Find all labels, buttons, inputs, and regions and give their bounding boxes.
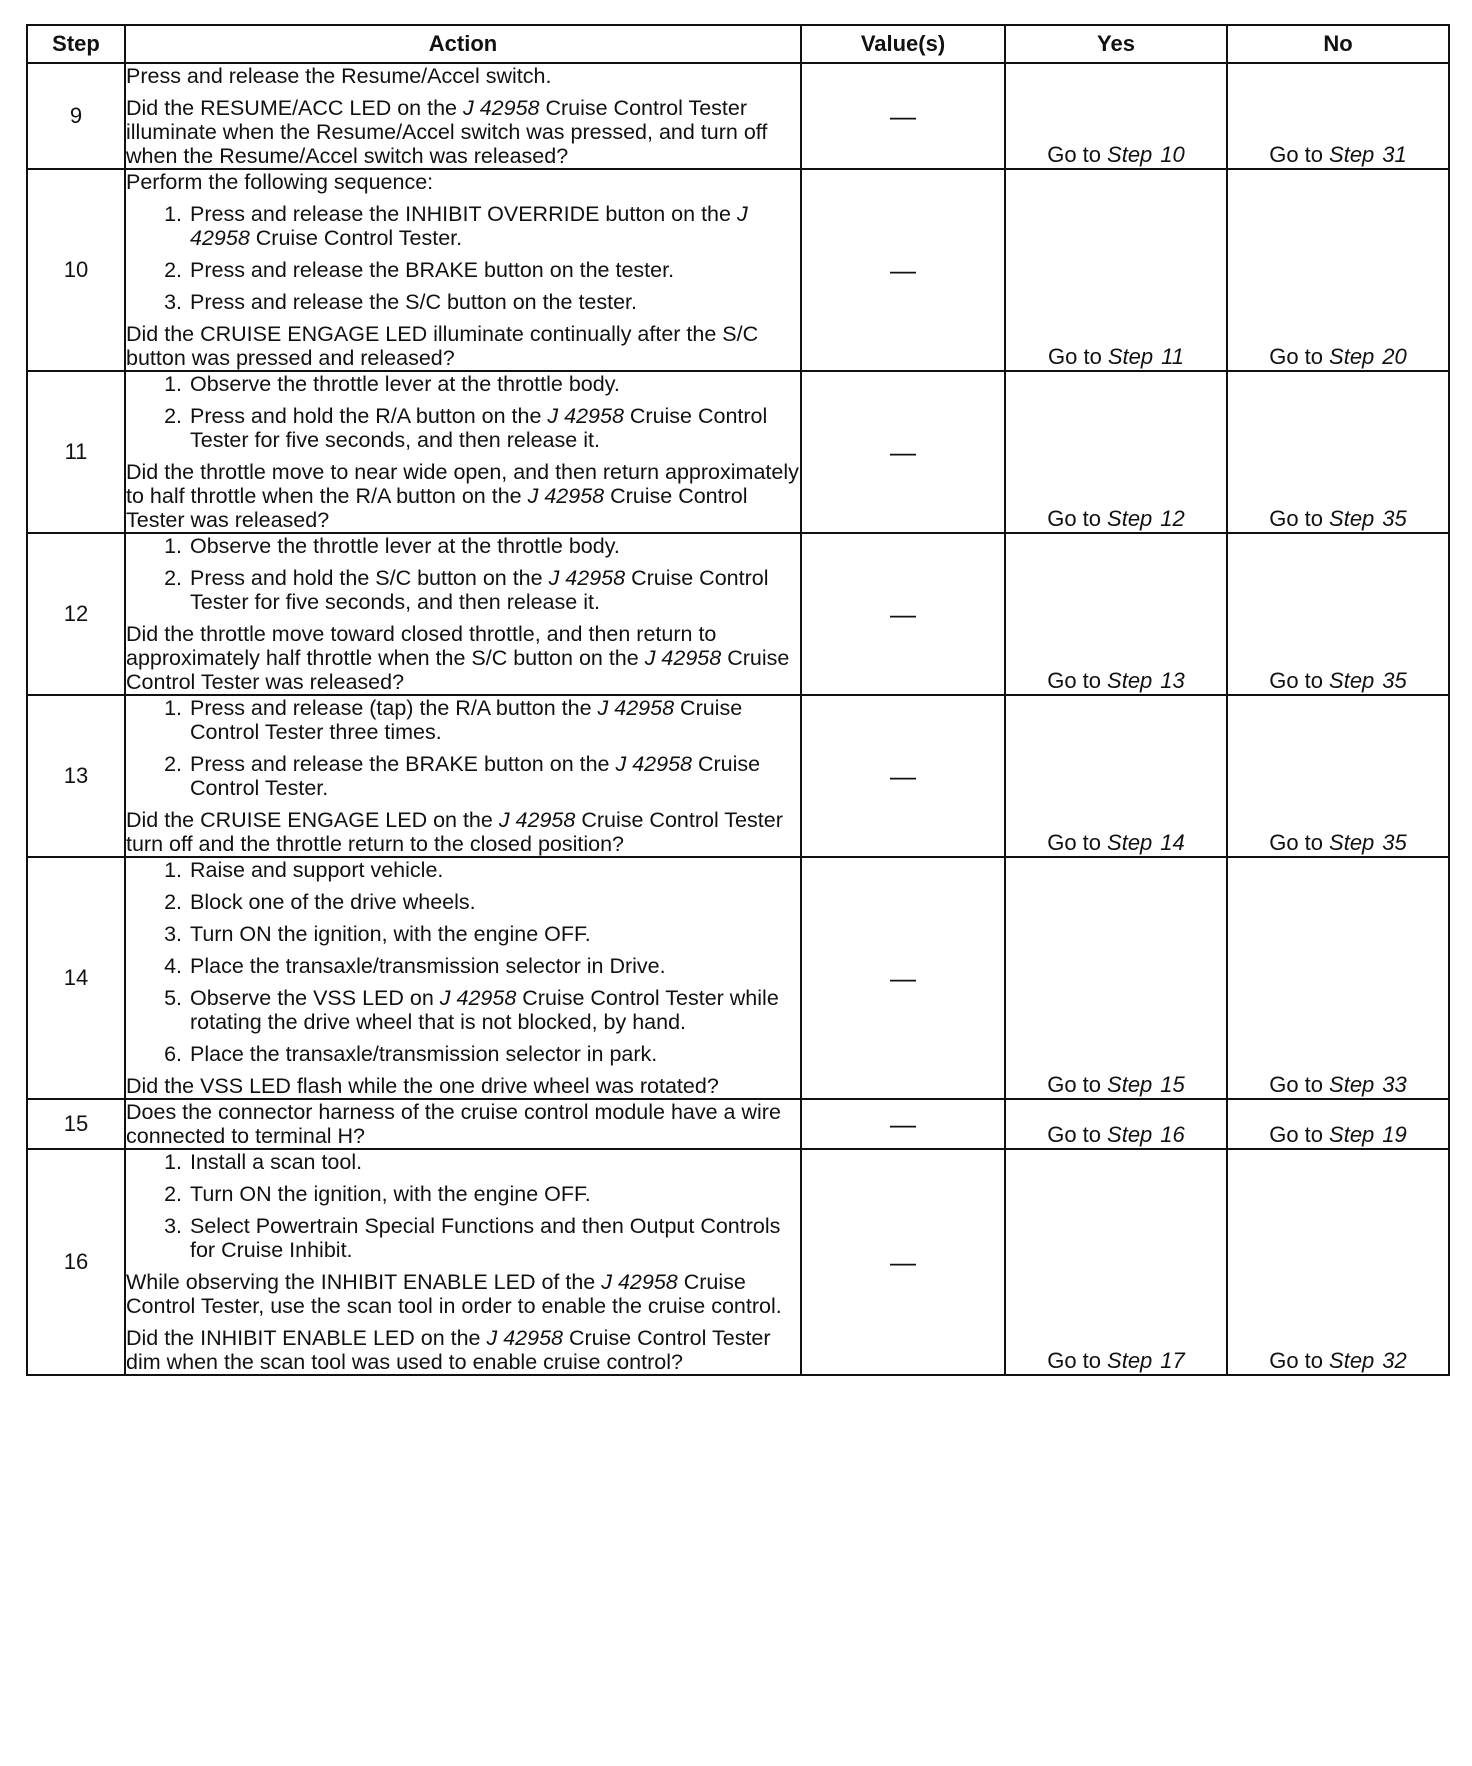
action-paragraph [126, 322, 800, 370]
table-row [27, 533, 1449, 695]
text-segment: Cruise Control Tester. [249, 226, 463, 250]
goto-prefix: Go to [1269, 668, 1324, 693]
action-cell [125, 371, 801, 533]
text-segment: Observe the VSS LED on [190, 986, 440, 1010]
action-paragraph [126, 1074, 800, 1098]
goto-step-number: 35 [1382, 506, 1407, 531]
list-item-text [190, 1214, 800, 1262]
goto-step-word: Step [1329, 1122, 1375, 1147]
goto-step-word: Step [1107, 668, 1153, 693]
list-item-number: 2. [164, 404, 182, 428]
goto-step-word: Step [1329, 668, 1375, 693]
yes-cell [1005, 857, 1227, 1099]
text-segment: Does the connector harness of the cruise control module have a wire connected to terminal H? [126, 1100, 781, 1148]
table-row [27, 1099, 1449, 1149]
goto-step-word: Step [1107, 506, 1153, 531]
list-item-number: 1. [164, 858, 182, 882]
text-segment: Did the CRUISE ENGAGE LED on the [126, 808, 499, 832]
list-item-number: 1. [164, 372, 182, 396]
tool-name: J 42958 [615, 752, 693, 776]
table-row [27, 1149, 1449, 1375]
list-item-text [190, 1150, 800, 1174]
no-cell [1227, 371, 1449, 533]
no-cell [1227, 533, 1449, 695]
no-cell [1227, 1099, 1449, 1149]
tool-name: J 42958 [462, 96, 540, 120]
action-paragraph [126, 1100, 800, 1148]
text-segment: Press and release the BRAKE button on the [190, 752, 616, 776]
no-cell [1227, 169, 1449, 371]
table-row [27, 63, 1449, 169]
header-no: No [1227, 25, 1449, 63]
text-segment: Cruise Control Tester. [190, 752, 761, 800]
text-segment: Cruise Control Tester was released? [126, 646, 790, 694]
list-item-number: 3. [164, 1214, 182, 1238]
no-cell [1227, 695, 1449, 857]
step-number: 13 [27, 695, 125, 857]
yes-cell [1005, 695, 1227, 857]
action-list [126, 534, 800, 614]
value-cell: — [801, 169, 1005, 371]
yes-cell [1005, 371, 1227, 533]
action-list-item [126, 534, 800, 558]
text-segment: Did the CRUISE ENGAGE LED illuminate continually after the S/C button was pressed and released? [126, 322, 759, 370]
list-item-text [190, 202, 800, 250]
action-list [126, 202, 800, 314]
action-list-item [126, 752, 800, 800]
goto-step-number: 19 [1382, 1122, 1407, 1147]
list-item-text [190, 372, 800, 396]
list-item-text [190, 696, 800, 744]
text-segment: Did the INHIBIT ENABLE LED on the [126, 1326, 487, 1350]
goto-prefix: Go to [1047, 1072, 1102, 1097]
tool-name: J 42958 [439, 986, 517, 1010]
goto-step-number: 35 [1382, 830, 1407, 855]
header-values: Value(s) [801, 25, 1005, 63]
step-number: 14 [27, 857, 125, 1099]
text-segment: Cruise Control Tester while rotating the drive wheel that is not blocked, by hand. [190, 986, 779, 1034]
value-cell: — [801, 857, 1005, 1099]
header-step: Step [27, 25, 125, 63]
goto-step-word: Step [1107, 1122, 1153, 1147]
tool-name: J 42958 [601, 1270, 678, 1294]
header-yes: Yes [1005, 25, 1227, 63]
action-list [126, 696, 800, 800]
value-cell: — [801, 63, 1005, 169]
list-item-number: 2. [164, 1182, 182, 1206]
list-item-text [190, 404, 800, 452]
goto-step-word: Step [1329, 1072, 1375, 1097]
header-row [27, 25, 1449, 63]
goto-prefix: Go to [1047, 1348, 1102, 1373]
text-segment: Cruise Control Tester, use the scan tool in order to enable the cruise control. [126, 1270, 782, 1318]
goto-step-word: Step [1329, 506, 1375, 531]
list-item-text [190, 954, 800, 978]
action-paragraph [126, 808, 800, 856]
diagnostic-table-sheet [26, 24, 1448, 1376]
tool-name: J 42958 [644, 646, 722, 670]
goto-step-word: Step [1107, 830, 1153, 855]
table-row [27, 857, 1449, 1099]
action-paragraph [126, 622, 800, 694]
action-list-item [126, 890, 800, 914]
goto-prefix: Go to [1047, 506, 1102, 531]
text-segment: Raise and support vehicle. [190, 858, 444, 882]
text-segment: Turn ON the ignition, with the engine OFF. [190, 1182, 591, 1206]
action-list-item [126, 922, 800, 946]
list-item-number: 1. [164, 1150, 182, 1174]
goto-prefix: Go to [1047, 668, 1102, 693]
action-paragraph [126, 460, 800, 532]
action-paragraph [126, 1326, 800, 1374]
goto-prefix: Go to [1269, 1122, 1324, 1147]
text-segment: Observe the throttle lever at the throttle body. [190, 372, 620, 396]
action-cell [125, 169, 801, 371]
action-cell [125, 695, 801, 857]
goto-prefix: Go to [1047, 142, 1102, 167]
action-list-item [126, 1042, 800, 1066]
action-list [126, 1150, 800, 1262]
text-segment: Block one of the drive wheels. [190, 890, 476, 914]
goto-step-number: 20 [1382, 344, 1407, 369]
goto-step-number: 31 [1382, 142, 1407, 167]
list-item-text [190, 290, 800, 314]
text-segment: Did the throttle move to near wide open, and then return approximately to half throttle when the R/A button on the [126, 460, 799, 508]
text-segment: Press and release the BRAKE button on the tester. [190, 258, 675, 282]
action-list [126, 858, 800, 1066]
goto-prefix: Go to [1269, 830, 1324, 855]
table-row [27, 695, 1449, 857]
list-item-number: 1. [164, 202, 182, 226]
text-segment: Cruise Control Tester three times. [190, 696, 743, 744]
goto-step-word: Step [1329, 344, 1375, 369]
action-list-item [126, 986, 800, 1034]
list-item-number: 2. [164, 752, 182, 776]
list-item-number: 2. [164, 258, 182, 282]
goto-step-number: 12 [1160, 506, 1185, 531]
tool-name: J 42958 [190, 202, 748, 250]
value-cell: — [801, 1149, 1005, 1375]
tool-name: J 42958 [548, 566, 626, 590]
step-number: 10 [27, 169, 125, 371]
list-item-number: 1. [164, 534, 182, 558]
text-segment: Did the throttle move toward closed throttle, and then return to approximately half throttle when the S/C button on the [126, 622, 717, 670]
goto-prefix: Go to [1269, 344, 1324, 369]
text-segment: Observe the throttle lever at the throttle body. [190, 534, 620, 558]
action-list-item [126, 954, 800, 978]
goto-step-number: 35 [1382, 668, 1407, 693]
goto-step-word: Step [1329, 1348, 1375, 1373]
tool-name: J 42958 [498, 808, 576, 832]
diagnostic-table [26, 24, 1450, 1376]
list-item-text [190, 258, 800, 282]
yes-cell [1005, 533, 1227, 695]
action-list-item [126, 202, 800, 250]
no-cell [1227, 857, 1449, 1099]
goto-step-number: 15 [1160, 1072, 1185, 1097]
text-segment: Cruise Control Tester was released? [126, 484, 748, 532]
step-number: 11 [27, 371, 125, 533]
text-segment: Perform the following sequence: [126, 170, 434, 194]
action-paragraph [126, 96, 800, 168]
tool-name: J 42958 [527, 484, 605, 508]
text-segment: Cruise Control Tester for five seconds, and then release it. [190, 404, 768, 452]
goto-step-word: Step [1329, 830, 1375, 855]
action-cell [125, 533, 801, 695]
list-item-text [190, 858, 800, 882]
tool-name: J 42958 [486, 1326, 564, 1350]
goto-step-number: 13 [1160, 668, 1185, 693]
list-item-number: 2. [164, 890, 182, 914]
action-paragraph [126, 170, 800, 194]
list-item-number: 2. [164, 566, 182, 590]
list-item-number: 1. [164, 696, 182, 720]
yes-cell [1005, 1149, 1227, 1375]
text-segment: Cruise Control Tester turn off and the throttle return to the closed position? [126, 808, 783, 856]
text-segment: Press and release (tap) the R/A button the [190, 696, 598, 720]
action-list-item [126, 404, 800, 452]
goto-step-word: Step [1107, 344, 1154, 369]
list-item-text [190, 752, 800, 800]
table-body [27, 63, 1449, 1375]
goto-prefix: Go to [1269, 142, 1324, 167]
list-item-text [190, 1042, 800, 1066]
text-segment: Place the transaxle/transmission selector in park. [190, 1042, 658, 1066]
text-segment: Turn ON the ignition, with the engine OFF. [190, 922, 591, 946]
header-action: Action [125, 25, 801, 63]
list-item-number: 3. [164, 290, 182, 314]
goto-step-word: Step [1107, 142, 1153, 167]
text-segment: Cruise Control Tester dim when the scan tool was used to enable cruise control? [126, 1326, 771, 1374]
text-segment: Select Powertrain Special Functions and then Output Controls for Cruise Inhibit. [190, 1214, 781, 1262]
text-segment: Cruise Control Tester for five seconds, and then release it. [190, 566, 769, 614]
value-cell: — [801, 1099, 1005, 1149]
goto-step-number: 33 [1382, 1072, 1407, 1097]
action-list-item [126, 290, 800, 314]
action-list-item [126, 372, 800, 396]
list-item-text [190, 890, 800, 914]
action-paragraph [126, 1270, 800, 1318]
text-segment: Did the RESUME/ACC LED on the [126, 96, 463, 120]
value-cell: — [801, 695, 1005, 857]
goto-step-number: 11 [1161, 344, 1184, 369]
step-number: 15 [27, 1099, 125, 1149]
action-list [126, 372, 800, 452]
text-segment: Press and release the S/C button on the tester. [190, 290, 637, 314]
goto-step-number: 17 [1160, 1348, 1185, 1373]
no-cell [1227, 63, 1449, 169]
text-segment: Did the VSS LED flash while the one drive wheel was rotated? [126, 1074, 719, 1098]
yes-cell [1005, 1099, 1227, 1149]
goto-prefix: Go to [1048, 344, 1102, 369]
goto-step-number: 16 [1160, 1122, 1185, 1147]
tool-name: J 42958 [547, 404, 624, 428]
goto-step-word: Step [1107, 1348, 1153, 1373]
goto-step-number: 14 [1160, 830, 1185, 855]
table-row [27, 169, 1449, 371]
text-segment: Press and hold the S/C button on the [190, 566, 549, 590]
list-item-text [190, 534, 800, 558]
yes-cell [1005, 63, 1227, 169]
step-number: 12 [27, 533, 125, 695]
action-list-item [126, 1150, 800, 1174]
action-cell [125, 857, 801, 1099]
action-cell [125, 1099, 801, 1149]
goto-step-word: Step [1329, 142, 1375, 167]
goto-step-word: Step [1107, 1072, 1153, 1097]
goto-step-number: 10 [1160, 142, 1185, 167]
no-cell [1227, 1149, 1449, 1375]
list-item-number: 3. [164, 922, 182, 946]
action-paragraph [126, 64, 800, 88]
list-item-number: 4. [164, 954, 182, 978]
action-cell [125, 1149, 801, 1375]
goto-prefix: Go to [1269, 506, 1324, 531]
action-list-item [126, 1182, 800, 1206]
step-number: 9 [27, 63, 125, 169]
goto-prefix: Go to [1047, 830, 1102, 855]
list-item-number: 6. [164, 1042, 182, 1066]
list-item-number: 5. [164, 986, 182, 1010]
list-item-text [190, 986, 800, 1034]
action-cell [125, 63, 801, 169]
step-number: 16 [27, 1149, 125, 1375]
action-list-item [126, 566, 800, 614]
action-list-item [126, 258, 800, 282]
text-segment: Press and hold the R/A button on the [190, 404, 548, 428]
text-segment: Place the transaxle/transmission selector in Drive. [190, 954, 666, 978]
list-item-text [190, 1182, 800, 1206]
goto-step-number: 32 [1382, 1348, 1407, 1373]
tool-name: J 42958 [597, 696, 675, 720]
text-segment: Press and release the INHIBIT OVERRIDE button on the [190, 202, 737, 226]
action-list-item [126, 696, 800, 744]
yes-cell [1005, 169, 1227, 371]
goto-prefix: Go to [1269, 1072, 1324, 1097]
text-segment: Cruise Control Tester illuminate when the Resume/Accel switch was pressed, and turn off when the Resume/Accel switch was released? [126, 96, 768, 168]
text-segment: While observing the INHIBIT ENABLE LED of the [126, 1270, 602, 1294]
action-list-item [126, 858, 800, 882]
value-cell: — [801, 371, 1005, 533]
text-segment: Press and release the Resume/Accel switch. [126, 64, 552, 88]
table-header [27, 25, 1449, 63]
goto-prefix: Go to [1047, 1122, 1102, 1147]
text-segment: Install a scan tool. [190, 1150, 363, 1174]
action-list-item [126, 1214, 800, 1262]
list-item-text [190, 922, 800, 946]
table-row [27, 371, 1449, 533]
goto-prefix: Go to [1269, 1348, 1324, 1373]
value-cell: — [801, 533, 1005, 695]
list-item-text [190, 566, 800, 614]
